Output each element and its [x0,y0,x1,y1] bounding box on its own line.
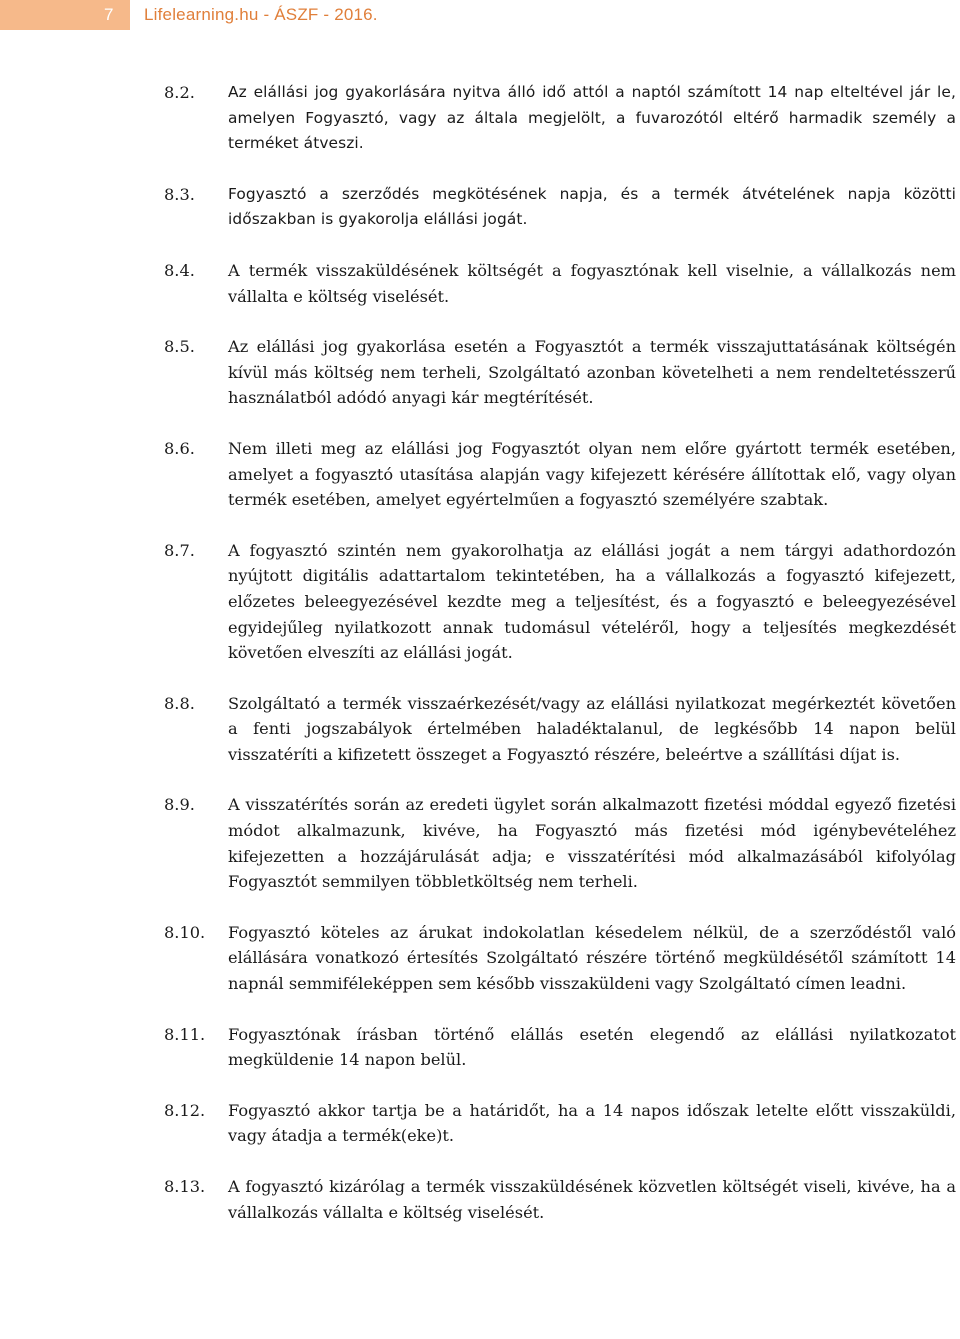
clause-8-12 [164,1098,956,1149]
clause-number: 8.7. [164,540,195,560]
clause-text: Az elállási jog gyakorlása esetén a Fogyasztót a termék visszajuttatásának költségén kívül más költség nem terheli, Szolgáltató azonban követelheti a nem rendeltetésszerű használatból adódó anyagi kár megtérítését. [228,337,956,408]
clause-number: 8.5. [164,337,195,357]
clause-number: 8.12. [164,1100,206,1120]
clause-text: A visszatérítés során az eredeti ügylet során alkalmazott fizetési móddal egyező fizetési módot alkalmazunk, kivéve, ha Fogyasztó más fizetési mód igénybevételéhez kifejezetten a hozzájárulását adja; e visszatérítési mód alkalmazásából kifolyólag Fogyasztót semmilyen többletköltség nem terheli. [228,795,956,892]
clause-text: A fogyasztó szintén nem gyakorolhatja az elállási jogát a nem tárgyi adathordozón nyújtott digitális adattartalom tekintetében, ha a vállalkozás a fogyasztó kifejezett, előzetes beleegyezésével kezdte meg a teljesítést, és a fogyasztó e beleegyezésével egyidejűleg nyilatkozott annak tudomásul vételéről, hogy a teljesítés megkezdését követően elveszíti az elállási jogát. [228,540,956,663]
page-header [0,0,960,30]
clause-number: 8.6. [164,438,195,458]
clause-number: 8.13. [164,1177,206,1196]
page-number: 7 [0,0,130,30]
clause-8-6 [164,436,956,513]
clause-text: Fogyasztónak írásban történő elállás esetén elegendő az elállási nyilatkozatot megküldenie 14 napon belül. [228,1024,956,1070]
clause-text: Szolgáltató a termék visszaérkezését/vagy az elállási nyilatkozat megérkeztét követően a fenti jogszabályok értelmében haladéktalanul, de legkésőbb 14 napon belül visszatéríti a kifizetett összeget a Fogyasztó részére, beleértve a szállítási díjat is. [228,693,956,764]
clause-text: Nem illeti meg az elállási jog Fogyasztót olyan nem előre gyártott termék esetében, amelyet a fogyasztó utasítása alapján vagy kifejezett kérésére állítottak elő, vagy olyan termék esetében, amelyet egyértelműen a fogyasztó személyére szabtak. [228,438,956,510]
clause-8-3 [164,182,956,233]
clause-number: 8.10. [164,922,206,942]
clause-text: Fogyasztó akkor tartja be a határidőt, ha a 14 napos időszak letelte előtt visszaküldi, vagy átadja a termék(eke)t. [228,1100,956,1146]
clause-number: 8.3. [164,184,195,204]
clause-8-7 [164,538,956,666]
clause-8-5 [164,334,956,411]
clause-number: 8.11. [164,1024,206,1044]
clause-text: A fogyasztó kizárólag a termék visszaküldésének közvetlen költségét viseli, kivéve, ha a vállalkozás vállalta e költség viselését. [228,1177,956,1222]
header-title: Lifelearning.hu - ÁSZF - 2016. [144,5,378,24]
clause-text: Fogyasztó a szerződés megkötésének napja, és a termék átvételének napja közötti időszakban is gyakorolja elállási jogát. [228,184,956,229]
clause-text: Fogyasztó köteles az árukat indokolatlan késedelem nélkül, de a szerződéstől való elállására vonatkozó értesítés Szolgáltató részére történő megküldésétől számított 14 napnál semmiféleképpen sem később visszaküldeni vagy Szolgáltató címen leadni. [228,922,956,994]
clause-number: 8.9. [164,795,195,815]
clause-number: 8.8. [164,693,195,713]
clause-8-4 [164,258,956,309]
clause-8-13 [164,1174,956,1225]
clause-8-11 [164,1022,956,1073]
clause-text: A termék visszaküldésének költségét a fogyasztónak kell viselnie, a vállalkozás nem vállalta e költség viselését. [228,260,956,306]
clause-8-9 [164,792,956,894]
clause-8-8 [164,691,956,768]
clause-number: 8.4. [164,260,195,280]
clause-number: 8.2. [164,83,195,102]
document-body [164,80,956,1250]
clause-text: Az elállási jog gyakorlására nyitva álló idő attól a naptól számított 14 nap elteltével jár le, amelyen Fogyasztó, vagy az általa megjelölt, a fuvarozótól eltérő harmadik személy a terméket átveszi. [228,83,956,153]
clause-8-10 [164,920,956,997]
clause-8-2 [164,80,956,157]
